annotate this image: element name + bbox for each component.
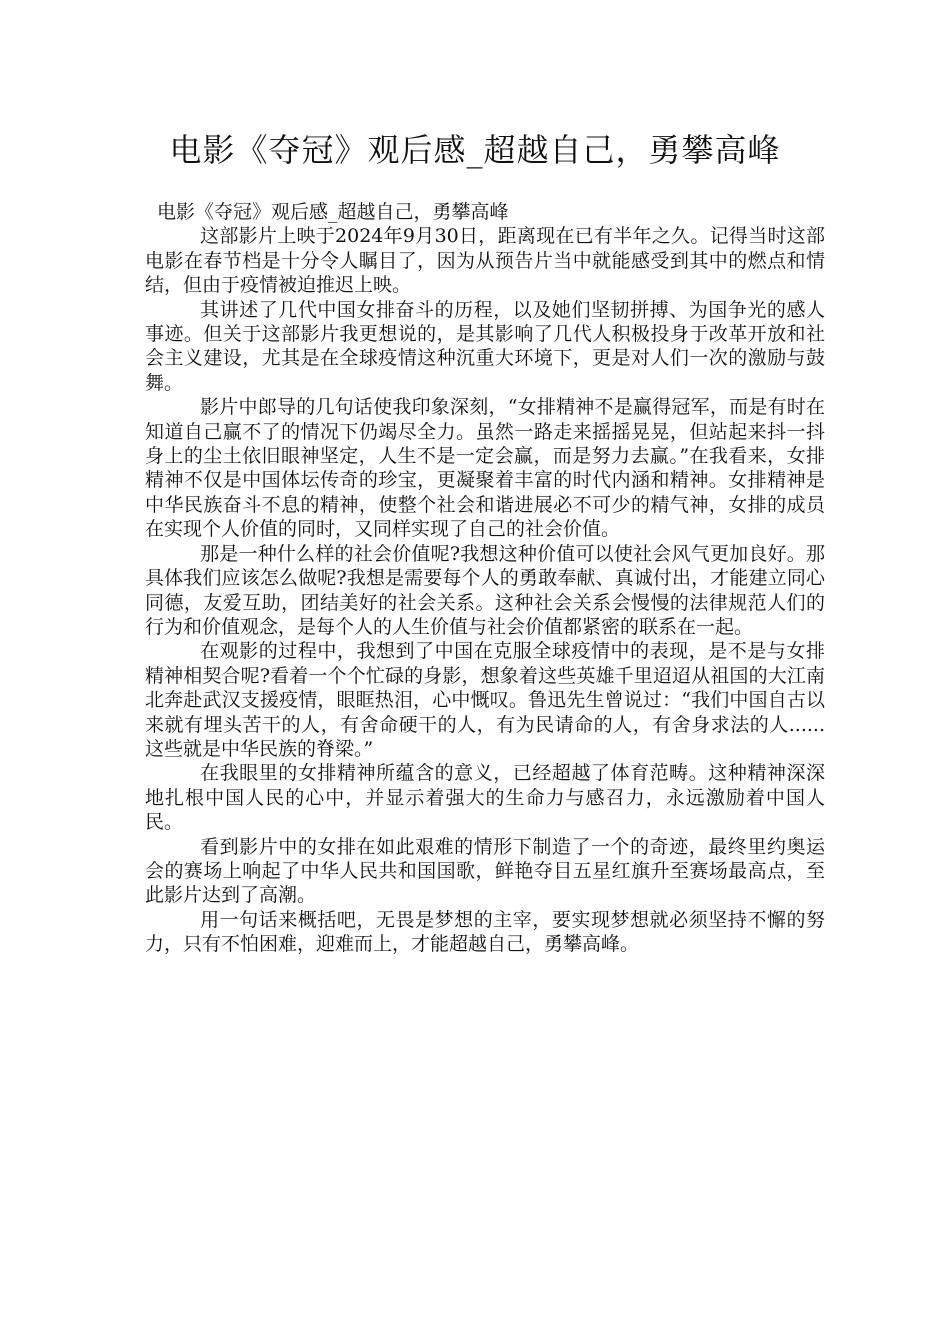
paragraph: 在我眼里的女排精神所蕴含的意义，已经超越了体育范畴。这种精神深深地扎根中国人民的心中，并显示着强大的生命力与感召力，永远激励着中国人民。 xyxy=(145,762,825,834)
paragraph: 在观影的过程中，我想到了中国在克服全球疫情中的表现，是不是与女排精神相契合呢?看着一个个忙碌的身影，想象着这些英雄千里迢迢从祖国的大江南北奔赴武汉支援疫情，眼眶热泪，心中慨叹。鲁迅先生曾说过：“我们中国自古以来就有埋头苦干的人，有舍命硬干的人，有为民请命的人，有舍身求法的人......这些就是中华民族的脊梁。” xyxy=(145,640,825,760)
paragraph: 看到影片中的女排在如此艰难的情形下制造了一个的奇迹，最终里约奥运会的赛场上响起了中华人民共和国国歌，鲜艳夺目五星红旗升至赛场最高点，至此影片达到了高潮。 xyxy=(145,835,825,907)
paragraph: 这部影片上映于2024年9月30日，距离现在已有半年之久。记得当时这部电影在春节档是十分令人瞩目了，因为从预告片当中就能感受到其中的燃点和情结，但由于疫情被迫推迟上映。 xyxy=(145,225,825,297)
paragraph: 其讲述了几代中国女排奋斗的历程，以及她们坚韧拼搏、为国争光的感人事迹。但关于这部影片我更想说的，是其影响了几代人积极投身于改革开放和社会主义建设，尤其是在全球疫情这种沉重大环境下，更是对人们一次的激励与鼓舞。 xyxy=(145,298,825,394)
paragraph: 用一句话来概括吧，无畏是梦想的主宰，要实现梦想就必须坚持不懈的努力，只有不怕困难，迎难而上，才能超越自己，勇攀高峰。 xyxy=(145,908,825,956)
document-title: 电影《夺冠》观后感_超越自己，勇攀高峰 xyxy=(169,131,781,169)
paragraph: 影片中郎导的几句话使我印象深刻，“女排精神不是赢得冠军，而是有时在知道自己赢不了的情况下仍竭尽全力。虽然一路走来摇摇晃晃，但站起来抖一抖身上的尘土依旧眼神坚定，人生不是一定会赢，而是努力去赢。”在我看来，女排精神不仅是中国体坛传奇的珍宝，更凝聚着丰富的时代内涵和精神。女排精神是中华民族奋斗不息的精神，使整个社会和谐进展必不可少的精气神，女排的成员在实现个人价值的同时，又同样实现了自己的社会价值。 xyxy=(145,396,825,541)
paragraph: 那是一种什么样的社会价值呢?我想这种价值可以使社会风气更加良好。那具体我们应该怎么做呢?我想是需要每个人的勇敢奉献、真诚付出，才能建立同心同德，友爱互助，团结美好的社会关系。这种社会关系会慢慢的法律规范人们的行为和价值观念，是每个人的人生价值与社会价值都紧密的联系在一起。 xyxy=(145,542,825,638)
document-subtitle: 电影《夺冠》观后感_超越自己，勇攀高峰 xyxy=(157,201,509,223)
document-body xyxy=(145,200,825,957)
